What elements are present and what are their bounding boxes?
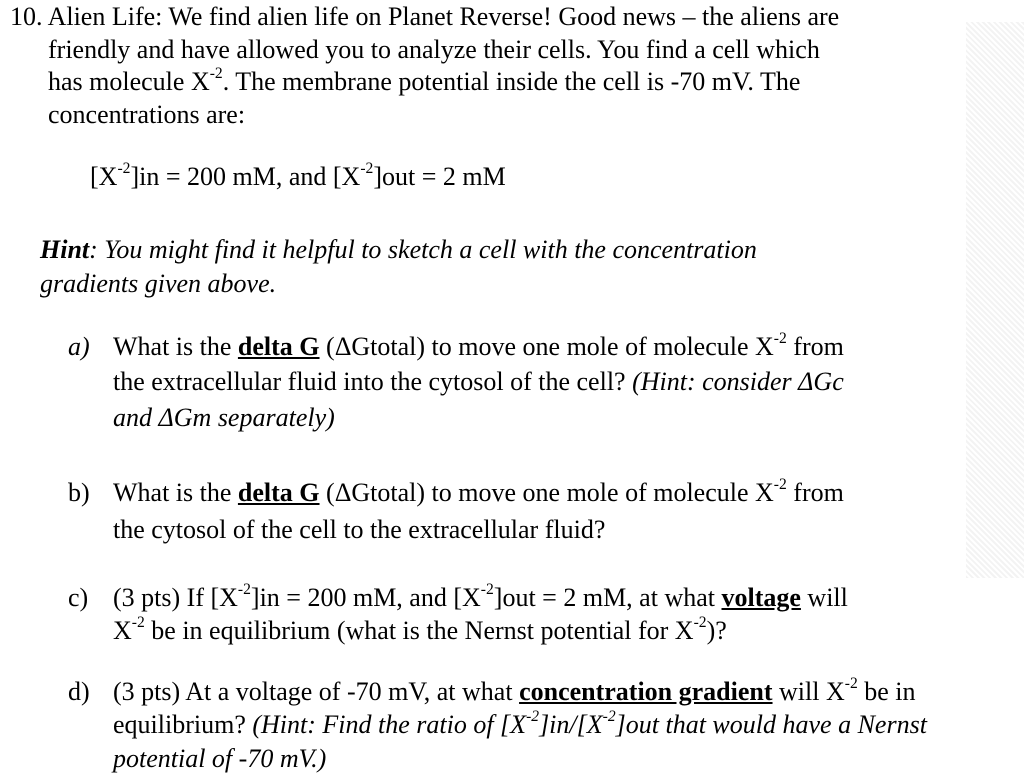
part-c-text: (3 pts) If $[X^{-2}]in = 200$ mM, and $[X^{-2}]out = 2$ mM, at what voltage will (113, 581, 848, 612)
scan-edge-artifact (966, 22, 1024, 578)
part-a-text: and ΔGm separately) (113, 403, 335, 432)
hint-text: Hint: You might find it helpful to sketch a cell with the concentration (40, 235, 757, 264)
question-intro-line: friendly and have allowed you to analyze their cells. You find a cell which (48, 35, 820, 64)
part-c-label: c) (68, 583, 89, 612)
part-b-text: the cytosol of the cell to the extracellular fluid? (113, 515, 606, 544)
part-d-label: d) (68, 677, 90, 706)
part-a-text: What is the delta G (ΔGtotal) to move one mole of molecule $X^{-2}$ from (113, 330, 844, 361)
question-title: 10. Alien Life: We find alien life on Planet Reverse! Good news – the aliens are (10, 2, 840, 31)
part-d-text: potential of -70 mV.) (113, 744, 327, 773)
concentration-equation: $[X^{-2}]in = 200$ mM, and $[X^{-2}]out = 2$ mM (90, 160, 506, 191)
part-a-label: a) (68, 332, 90, 361)
part-c-text: $X^{-2}$ be in equilibrium (what is the Nernst potential for $X^{-2}$)? (113, 614, 727, 645)
hint-label: Hint (40, 235, 90, 264)
hint-text: gradients given above. (40, 269, 277, 298)
part-b-label: b) (68, 478, 90, 507)
part-d-text: equilibrium? (Hint: Find the ratio of $[X^{-2}]in/[X^{-2}]out$ that would have a Nernst (113, 708, 927, 739)
part-d-text: (3 pts) At a voltage of -70 mV, at what concentration gradient will $X^{-2}$ be in (113, 675, 916, 706)
part-b-text: What is the delta G (ΔGtotal) to move one mole of molecule $X^{-2}$ from (113, 476, 844, 507)
question-intro-line: concentrations are: (48, 100, 246, 129)
question-intro-line: has molecule $X^{-2}$. The membrane potential inside the cell is -70 mV. The (48, 65, 801, 96)
part-a-text: the extracellular fluid into the cytosol of the cell? (Hint: consider ΔGc (113, 367, 844, 396)
